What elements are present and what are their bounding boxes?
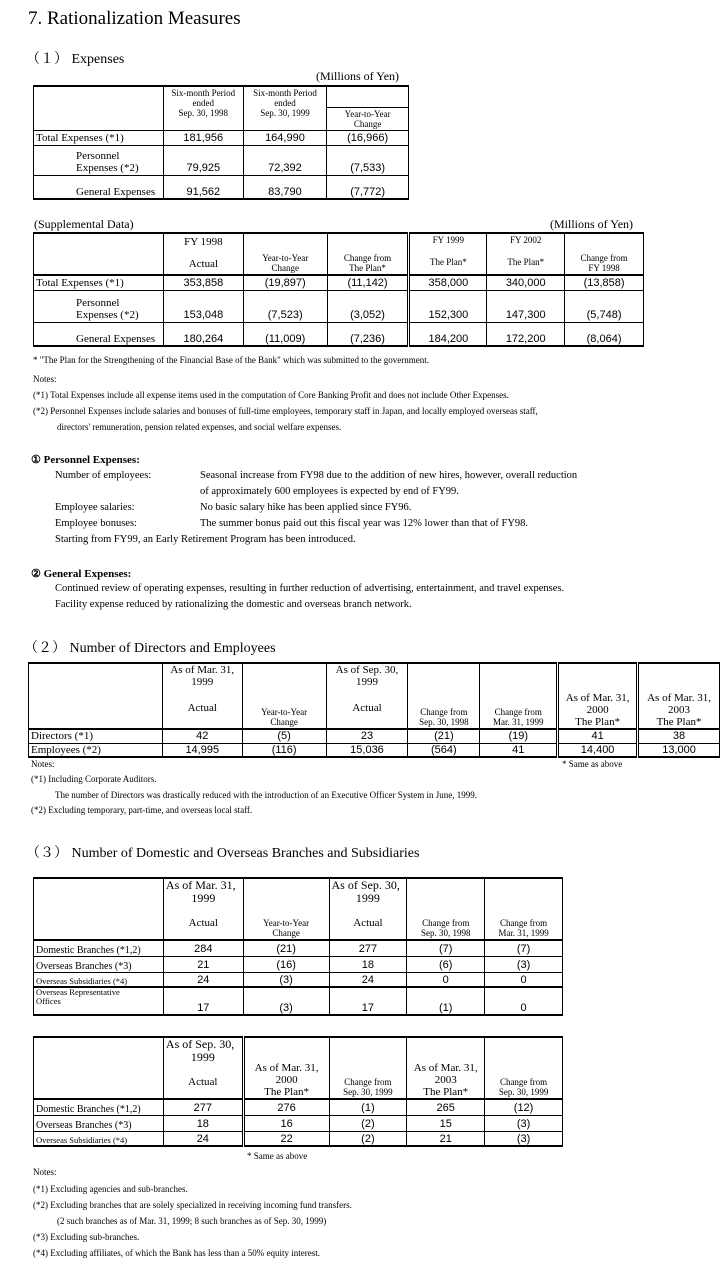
t2-mar00-header: As of Mar. 31, 2000 The Plan* [243, 1037, 329, 1099]
expenses-table [33, 85, 409, 200]
value-cell: (564) [408, 743, 480, 757]
value-cell: (21) [243, 940, 329, 956]
value-cell: (13,858) [565, 275, 644, 290]
early-retirement-text: Starting from FY99, an Early Retirement Program has been introduced. [55, 534, 356, 545]
value-cell: (11,142) [327, 275, 409, 290]
value-cell: (16) [243, 956, 329, 972]
employees-text-2: of approximately 600 employees is expected by end of FY99. [200, 486, 459, 497]
mar00-plan-header: As of Mar. 31, 2000 The Plan* [558, 663, 638, 729]
s2-note-1: (*1) Including Corporate Auditors. [31, 774, 157, 784]
value-cell: 72,392 [243, 145, 327, 175]
t2-row-domestic: Domestic Branches (*1,2) [34, 1099, 164, 1115]
value-cell: (3,052) [327, 290, 409, 322]
plan-footnote: * "The Plan for the Strengthening of the Financial Base of the Bank" which was submitted to the government. [33, 355, 430, 365]
value-cell: 24 [163, 1131, 243, 1146]
value-cell: 277 [163, 1099, 243, 1115]
value-cell: 22 [243, 1131, 329, 1146]
t2-row-overseas: Overseas Branches (*3) [34, 1115, 164, 1131]
note-1: (*1) Total Expenses include all expense items used in the computation of Core Banking Profit and does not include Other Expenses. [33, 390, 509, 400]
salaries-text: No basic salary hike has been applied since FY96. [200, 502, 412, 513]
value-cell: (7) [407, 940, 485, 956]
cfm99-header: Change from Mar. 31, 1999 [480, 663, 558, 729]
value-cell: 284 [163, 940, 243, 956]
b-sep99-header: As of Sep. 30, 1999 Actual [329, 878, 407, 940]
units-label: (Millions of Yen) [316, 69, 400, 83]
value-cell: 17 [329, 987, 407, 1015]
value-cell: (21) [408, 729, 480, 743]
value-cell: 23 [326, 729, 408, 743]
value-cell: (7,533) [327, 145, 409, 175]
fy2002-header: FY 2002 The Plan* [487, 233, 565, 275]
value-cell: 277 [329, 940, 407, 956]
mar99-header: As of Mar. 31, 1999 Actual [162, 663, 242, 729]
change-from-fy1998-header: Change from FY 1998 [565, 233, 644, 275]
value-cell: 42 [162, 729, 242, 743]
yty-header: Year-to-Year Change [243, 233, 327, 275]
row-directors: Directors (*1) [29, 729, 163, 743]
value-cell: 18 [329, 956, 407, 972]
t2-cfs99b-header: Change from Sep. 30, 1999 [485, 1037, 563, 1099]
supplemental-units: (Millions of Yen) [550, 217, 634, 231]
value-cell: 184,200 [409, 322, 487, 346]
s2-same-as-above: * Same as above [562, 759, 623, 769]
value-cell: 180,264 [163, 322, 243, 346]
value-cell: 83,790 [243, 175, 327, 199]
value-cell: 172,200 [487, 322, 565, 346]
value-cell: 13,000 [638, 743, 720, 757]
row-overseas-branches: Overseas Branches (*3) [34, 956, 164, 972]
b-cfs98-header: Change from Sep. 30, 1998 [407, 878, 485, 940]
value-cell: 340,000 [487, 275, 565, 290]
note-2: (*2) Personnel Expenses include salaries and bonuses of full-time employees, temporary staff in Japan, and locally employed overseas staff, [33, 406, 538, 416]
value-cell: 164,990 [243, 130, 327, 145]
value-cell: (3) [243, 972, 329, 987]
s3-note-3: (*3) Excluding sub-branches. [33, 1232, 140, 1242]
value-cell: (3) [243, 987, 329, 1015]
t2-mar03-header: As of Mar. 31, 2003 The Plan* [407, 1037, 485, 1099]
value-cell: 21 [163, 956, 243, 972]
general-text-1: Continued review of operating expenses, resulting in further reduction of advertising, entertainment, and travel expenses. [55, 583, 565, 594]
supplemental-table [33, 232, 644, 347]
value-cell: 18 [163, 1115, 243, 1131]
salaries-label: Employee salaries: [55, 502, 135, 513]
col-yty-header: Year-to-Year Change [327, 86, 409, 130]
value-cell: 0 [407, 972, 485, 987]
row-employees: Employees (*2) [29, 743, 163, 757]
value-cell: 17 [163, 987, 243, 1015]
supplemental-label: (Supplemental Data) [34, 217, 134, 231]
change-from-plan-header: Change from The Plan* [327, 233, 409, 275]
value-cell: 265 [407, 1099, 485, 1115]
row-overseas-subsidiaries: Overseas Subsidiaries (*4) [34, 972, 164, 987]
value-cell: (6) [407, 956, 485, 972]
value-cell: 181,956 [163, 130, 243, 145]
b-cfm99-header: Change from Mar. 31, 1999 [485, 878, 563, 940]
row-total-expenses: Total Expenses (*1) [34, 130, 164, 145]
value-cell: (5) [242, 729, 326, 743]
value-cell: (19,897) [243, 275, 327, 290]
directors-employees-table [28, 662, 720, 758]
supp-row-total: Total Expenses (*1) [34, 275, 164, 290]
value-cell: 14,995 [162, 743, 242, 757]
supp-row-personnel: Personnel Expenses (*2) [34, 290, 164, 322]
value-cell: 358,000 [409, 275, 487, 290]
section-directors-heading: （２） Number of Directors and Employees [24, 641, 276, 656]
value-cell: 353,858 [163, 275, 243, 290]
value-cell: (19) [480, 729, 558, 743]
section-expenses-heading: （１） Expenses [26, 52, 125, 67]
value-cell: 0 [485, 972, 563, 987]
note-2-cont: directors' remuneration, pension related expenses, and social welfare expenses. [57, 422, 342, 432]
employees-label: Number of employees: [55, 470, 152, 481]
value-cell: (11,009) [243, 322, 327, 346]
value-cell: 41 [558, 729, 638, 743]
value-cell: 91,562 [163, 175, 243, 199]
value-cell: 147,300 [487, 290, 565, 322]
value-cell: 41 [480, 743, 558, 757]
value-cell: (3) [485, 1131, 563, 1146]
fy1998-header: FY 1998 Actual [163, 233, 243, 275]
s3-notes-label: Notes: [33, 1167, 57, 1177]
value-cell: (3) [485, 956, 563, 972]
s2-notes-label: Notes: [31, 759, 55, 769]
value-cell: 24 [163, 972, 243, 987]
value-cell: (1) [329, 1099, 407, 1115]
value-cell: 152,300 [409, 290, 487, 322]
s2-note-2: (*2) Excluding temporary, part-time, and overseas local staff. [31, 805, 253, 815]
b-yty-header: Year-to-Year Change [243, 878, 329, 940]
value-cell: (7,772) [327, 175, 409, 199]
s2-note-1b: The number of Directors was drastically reduced with the introduction of an Executive Officer System in June, 1999. [55, 790, 477, 800]
value-cell: (7,523) [243, 290, 327, 322]
s3-note-2b: (2 such branches as of Mar. 31, 1999; 8 such branches as of Sep. 30, 1999) [57, 1216, 327, 1226]
row-general-expenses: General Expenses [34, 175, 164, 199]
value-cell: (16,966) [327, 130, 409, 145]
s3-note-2: (*2) Excluding branches that are solely specialized in receiving incoming fund transfers. [33, 1200, 352, 1210]
value-cell: 16 [243, 1115, 329, 1131]
value-cell: 15,036 [326, 743, 408, 757]
cfs98-header: Change from Sep. 30, 1998 [408, 663, 480, 729]
value-cell: (7,236) [327, 322, 409, 346]
mar03-plan-header: As of Mar. 31, 2003 The Plan* [638, 663, 720, 729]
row-domestic-branches: Domestic Branches (*1,2) [34, 940, 164, 956]
branches-table-2 [33, 1036, 563, 1147]
bonuses-label: Employee bonuses: [55, 518, 137, 529]
employees-text: Seasonal increase from FY98 due to the addition of new hires, however, overall reduction [200, 470, 578, 481]
value-cell: 276 [243, 1099, 329, 1115]
value-cell: (3) [485, 1115, 563, 1131]
section-branches-heading: （３） Number of Domestic and Overseas Branches and Subsidiaries [26, 846, 420, 861]
value-cell: 0 [485, 987, 563, 1015]
value-cell: (5,748) [565, 290, 644, 322]
supp-row-general: General Expenses [34, 322, 164, 346]
personnel-heading: ① Personnel Expenses: [31, 454, 140, 466]
value-cell: 15 [407, 1115, 485, 1131]
row-representative-offices: Overseas Representative Offices [34, 987, 164, 1015]
page-title: 7. Rationalization Measures [28, 8, 241, 29]
s3-note-4: (*4) Excluding affiliates, of which the Bank has less than a 50% equity interest. [33, 1248, 321, 1258]
value-cell: 24 [329, 972, 407, 987]
s3-same-as-above: * Same as above [247, 1151, 308, 1161]
value-cell: (1) [407, 987, 485, 1015]
fy1999-header: FY 1999 The Plan* [409, 233, 487, 275]
t2-row-subsidiaries: Overseas Subsidiaries (*4) [34, 1131, 164, 1146]
value-cell: 38 [638, 729, 720, 743]
col-sep99-header: Six-month Period ended Sep. 30, 1999 [243, 86, 327, 130]
branches-table-1 [33, 877, 563, 1016]
notes-label: Notes: [33, 374, 57, 384]
general-text-2: Facility expense reduced by rationalizing the domestic and overseas branch network. [55, 599, 412, 610]
value-cell: (2) [329, 1131, 407, 1146]
value-cell: (12) [485, 1099, 563, 1115]
value-cell: 21 [407, 1131, 485, 1146]
value-cell: (8,064) [565, 322, 644, 346]
t2-cfs99-header: Change from Sep. 30, 1999 [329, 1037, 407, 1099]
sep99-header: As of Sep. 30, 1999 Actual [326, 663, 408, 729]
general-heading: ② General Expenses: [31, 568, 132, 580]
col-sep98-header: Six-month Period ended Sep. 30, 1998 [163, 86, 243, 130]
value-cell: 79,925 [163, 145, 243, 175]
value-cell: (7) [485, 940, 563, 956]
row-personnel-expenses: Personnel Expenses (*2) [34, 145, 164, 175]
value-cell: 14,400 [558, 743, 638, 757]
value-cell: 153,048 [163, 290, 243, 322]
bonuses-text: The summer bonus paid out this fiscal year was 12% lower than that of FY98. [200, 518, 529, 529]
b-mar99-header: As of Mar. 31, 1999 Actual [163, 878, 243, 940]
yty-header: Year-to-Year Change [242, 663, 326, 729]
t2-sep99-header: As of Sep. 30, 1999 Actual [163, 1037, 243, 1099]
value-cell: (116) [242, 743, 326, 757]
s3-note-1: (*1) Excluding agencies and sub-branches. [33, 1184, 188, 1194]
value-cell: (2) [329, 1115, 407, 1131]
